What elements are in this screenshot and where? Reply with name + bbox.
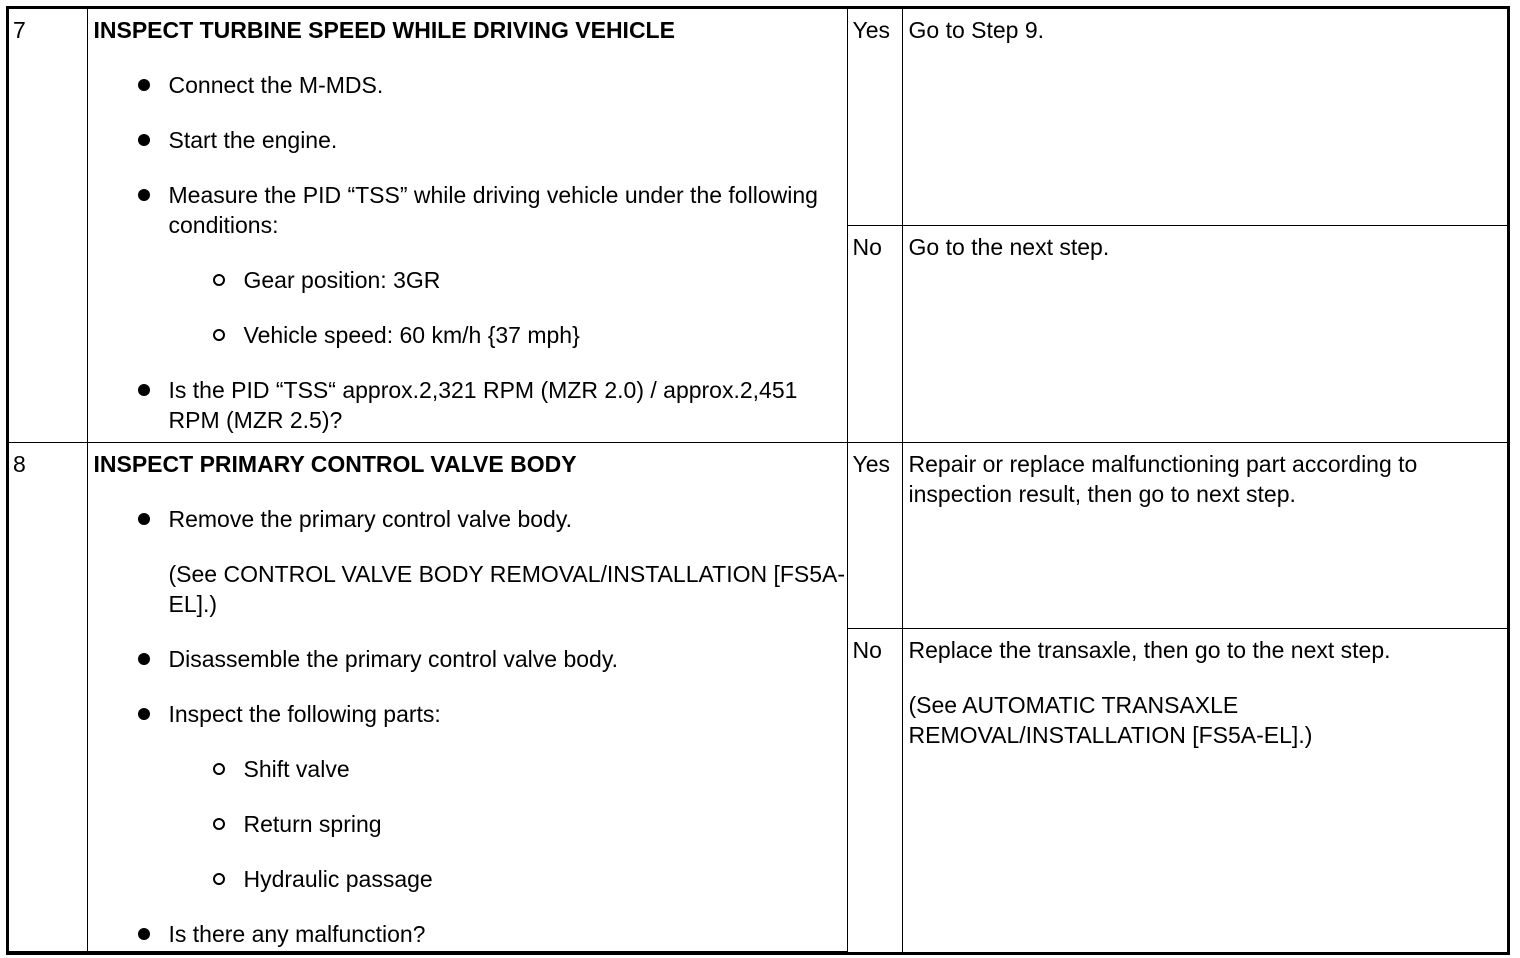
step-8-yes-row [9, 442, 1507, 628]
sub-bullet-item: Shift valve [94, 754, 847, 784]
step-7-inspection-content [88, 9, 847, 435]
step-8-yes-action-content [903, 443, 1508, 509]
step-7-yes-action-content [903, 9, 1508, 45]
step-7-number: 7 [9, 9, 87, 442]
action-text: Go to Step 9. [908, 17, 1045, 43]
action-text: Replace the transaxle, then go to the next step. [908, 636, 1391, 663]
step-7-no-action-content [903, 226, 1508, 262]
action-text: Go to the next step. [908, 233, 1110, 260]
step-7-inspection [87, 9, 847, 442]
step-7-title: INSPECT TURBINE SPEED WHILE DRIVING VEHICLE [93, 17, 675, 43]
bullet-item: Inspect the following parts: [94, 699, 847, 729]
action-text: (See AUTOMATIC TRANSAXLE REMOVAL/INSTALLATION [FS5A-EL].) [908, 691, 1313, 748]
step-7-yes-label: Yes [847, 9, 902, 225]
step-8-title: INSPECT PRIMARY CONTROL VALVE BODY [93, 450, 577, 477]
diagnostic-procedure-table [9, 9, 1507, 952]
step-8-no-action [902, 628, 1507, 952]
diagnostic-procedure-sheet [6, 6, 1510, 955]
sub-bullet-item: Vehicle speed: 60 km/h {37 mph} [94, 320, 847, 350]
step-8-number: 8 [9, 442, 87, 952]
bullet-item: Remove the primary control valve body. [94, 504, 847, 534]
step-8-inspection [87, 442, 847, 952]
bullet-item: Is the PID “TSS“ approx.2,321 RPM (MZR 2.0) / approx.2,451 RPM (MZR 2.5)? [94, 375, 847, 435]
action-text: Repair or replace malfunctioning part according to inspection result, then go to next step. [908, 450, 1418, 507]
step-8-no-label: No [847, 628, 902, 952]
bullet-item: Measure the PID “TSS” while driving vehicle under the following conditions: [94, 180, 847, 240]
step-8-inspection-content [88, 443, 847, 949]
step-7-yes-row [9, 9, 1507, 225]
step-7-yes-action [902, 9, 1507, 225]
sub-bullet-item: Return spring [94, 809, 847, 839]
sub-bullet-item: Hydraulic passage [94, 864, 847, 894]
bullet-item: Connect the M-MDS. [94, 70, 847, 100]
bullet-item: Disassemble the primary control valve body. [94, 644, 847, 674]
step-7-no-label: No [847, 225, 902, 442]
step-8-yes-action [902, 442, 1507, 628]
reference-note: (See CONTROL VALVE BODY REMOVAL/INSTALLATION [FS5A-EL].) [168, 560, 846, 617]
step-8-yes-label: Yes [847, 442, 902, 628]
step-8-no-action-content [903, 629, 1508, 750]
bullet-item: Start the engine. [94, 125, 847, 155]
sub-bullet-item: Gear position: 3GR [94, 265, 847, 295]
step-7-no-action [902, 225, 1507, 442]
bullet-item: Is there any malfunction? [94, 919, 847, 949]
